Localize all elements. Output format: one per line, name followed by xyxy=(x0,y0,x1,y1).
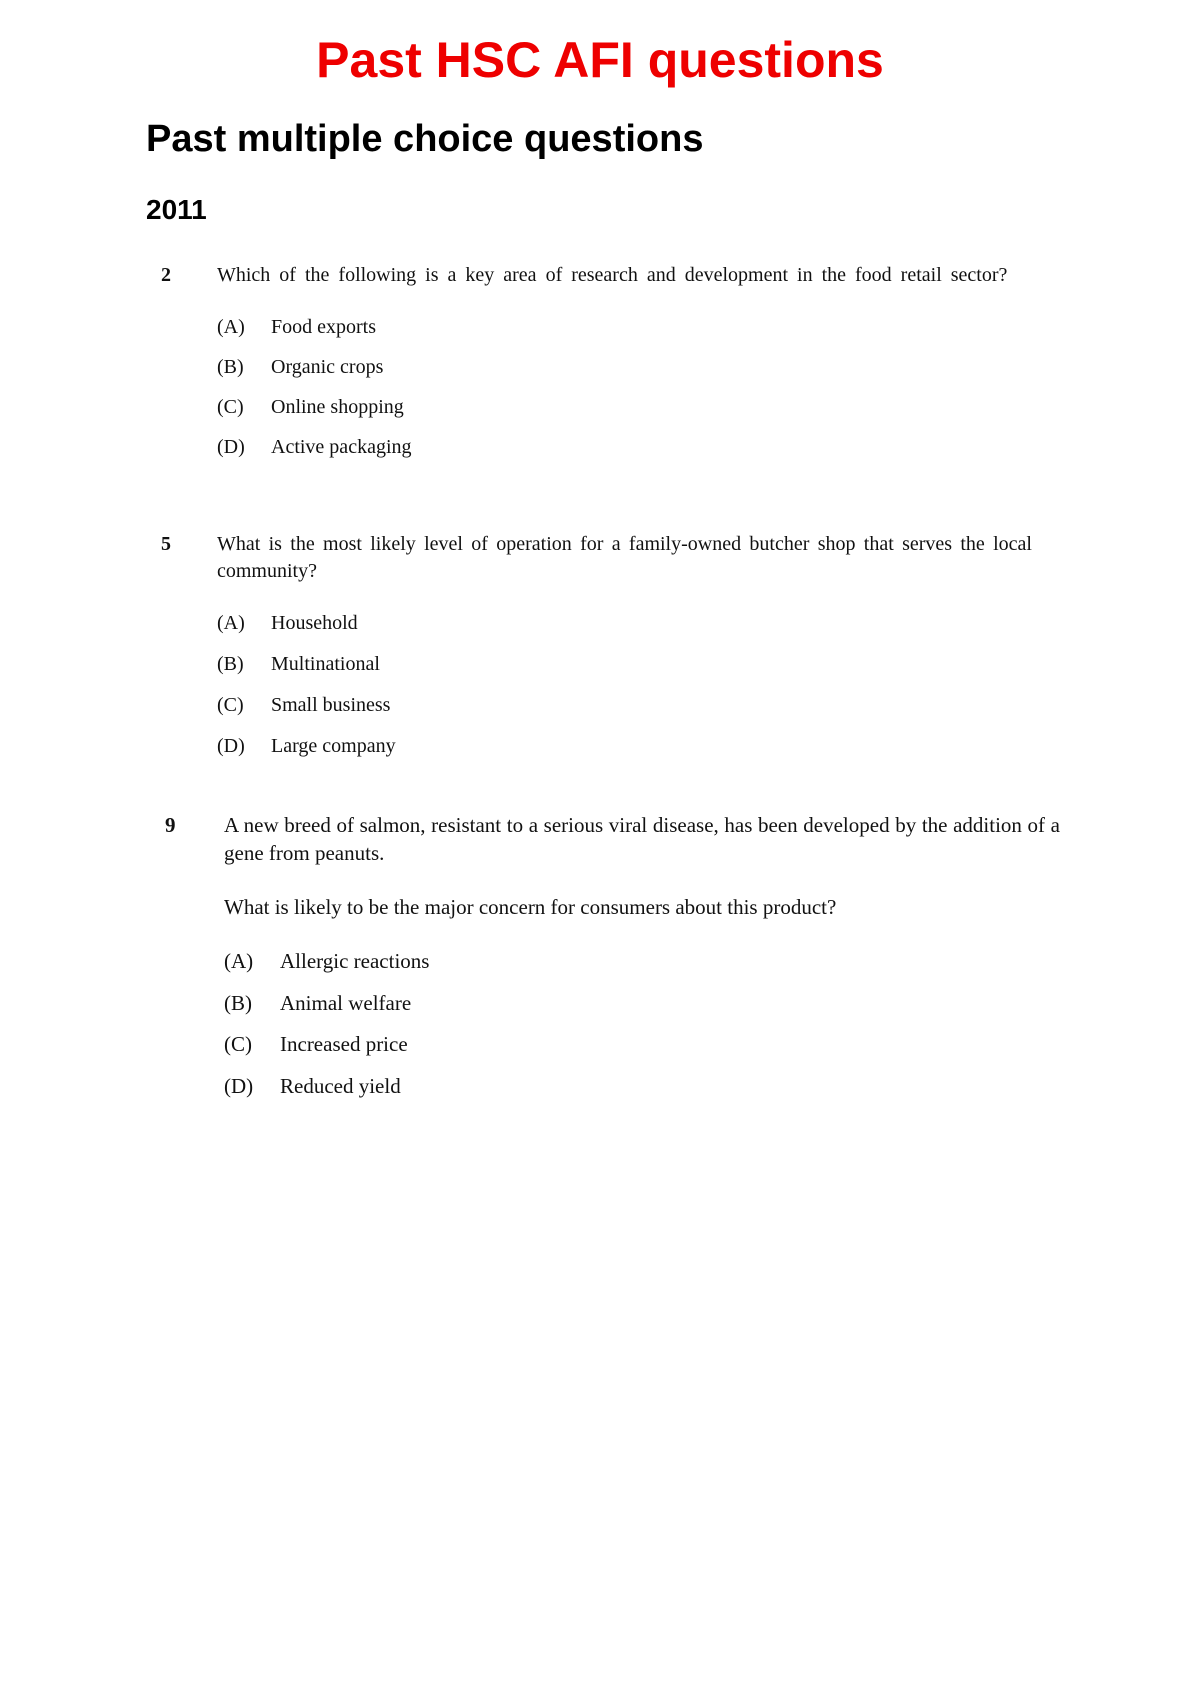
option-text: Increased price xyxy=(280,1032,408,1056)
question-prompt: What is likely to be the major concern for consumers about this product? xyxy=(224,895,837,919)
option-letter: (D) xyxy=(217,735,245,757)
option-c xyxy=(224,1030,1060,1072)
option-text: Animal welfare xyxy=(280,990,412,1015)
option-b xyxy=(217,354,1022,394)
answer-options xyxy=(224,947,1060,1113)
option-letter: (D) xyxy=(217,436,245,458)
option-text: Active packaging xyxy=(271,436,412,458)
option-letter: (A) xyxy=(217,316,245,338)
option-letter: (A) xyxy=(224,949,254,973)
question-number: 2 xyxy=(161,264,171,286)
question-stem: Which of the following is a key area of research and development in the food retail sector? xyxy=(217,264,1008,286)
question-number: 9 xyxy=(165,813,176,837)
option-text: Small business xyxy=(271,694,391,716)
option-c xyxy=(217,394,1022,434)
option-c xyxy=(217,692,1032,733)
option-text: Allergic reactions xyxy=(280,949,430,973)
option-text: Food exports xyxy=(271,316,376,338)
option-letter: (A) xyxy=(217,612,245,634)
option-b xyxy=(224,989,1060,1031)
question-stem: A new breed of salmon, resistant to a serious viral disease, has been developed by the addition of a gene from peanuts. xyxy=(224,813,1060,865)
answer-options xyxy=(217,314,1022,474)
option-text: Reduced yield xyxy=(280,1073,401,1098)
question-body xyxy=(217,262,1022,474)
question-number: 5 xyxy=(161,533,171,555)
option-letter: (C) xyxy=(217,694,244,716)
option-d xyxy=(217,733,1032,774)
option-letter: (C) xyxy=(217,396,244,418)
question-body xyxy=(217,531,1032,774)
option-letter: (C) xyxy=(224,1032,252,1056)
year-heading: 2011 xyxy=(146,194,207,225)
option-text: Organic crops xyxy=(271,356,384,378)
question-body xyxy=(224,811,1060,1113)
option-b xyxy=(217,651,1032,692)
option-text: Online shopping xyxy=(271,396,404,418)
option-d xyxy=(224,1072,1060,1114)
option-a xyxy=(224,947,1060,989)
option-a xyxy=(217,610,1032,651)
option-d xyxy=(217,434,1022,474)
option-letter: (D) xyxy=(224,1073,254,1098)
option-letter: (B) xyxy=(217,653,244,675)
answer-options xyxy=(217,610,1032,774)
question-stem: What is the most likely level of operation for a family-owned butcher shop that serves the local community? xyxy=(217,533,1032,582)
option-letter: (B) xyxy=(217,356,244,378)
option-text: Multinational xyxy=(271,653,380,675)
option-text: Household xyxy=(271,612,358,634)
page-title: Past HSC AFI questions xyxy=(316,32,884,88)
section-heading: Past multiple choice questions xyxy=(146,118,704,160)
option-text: Large company xyxy=(271,735,396,757)
option-letter: (B) xyxy=(224,990,252,1015)
option-a xyxy=(217,314,1022,354)
